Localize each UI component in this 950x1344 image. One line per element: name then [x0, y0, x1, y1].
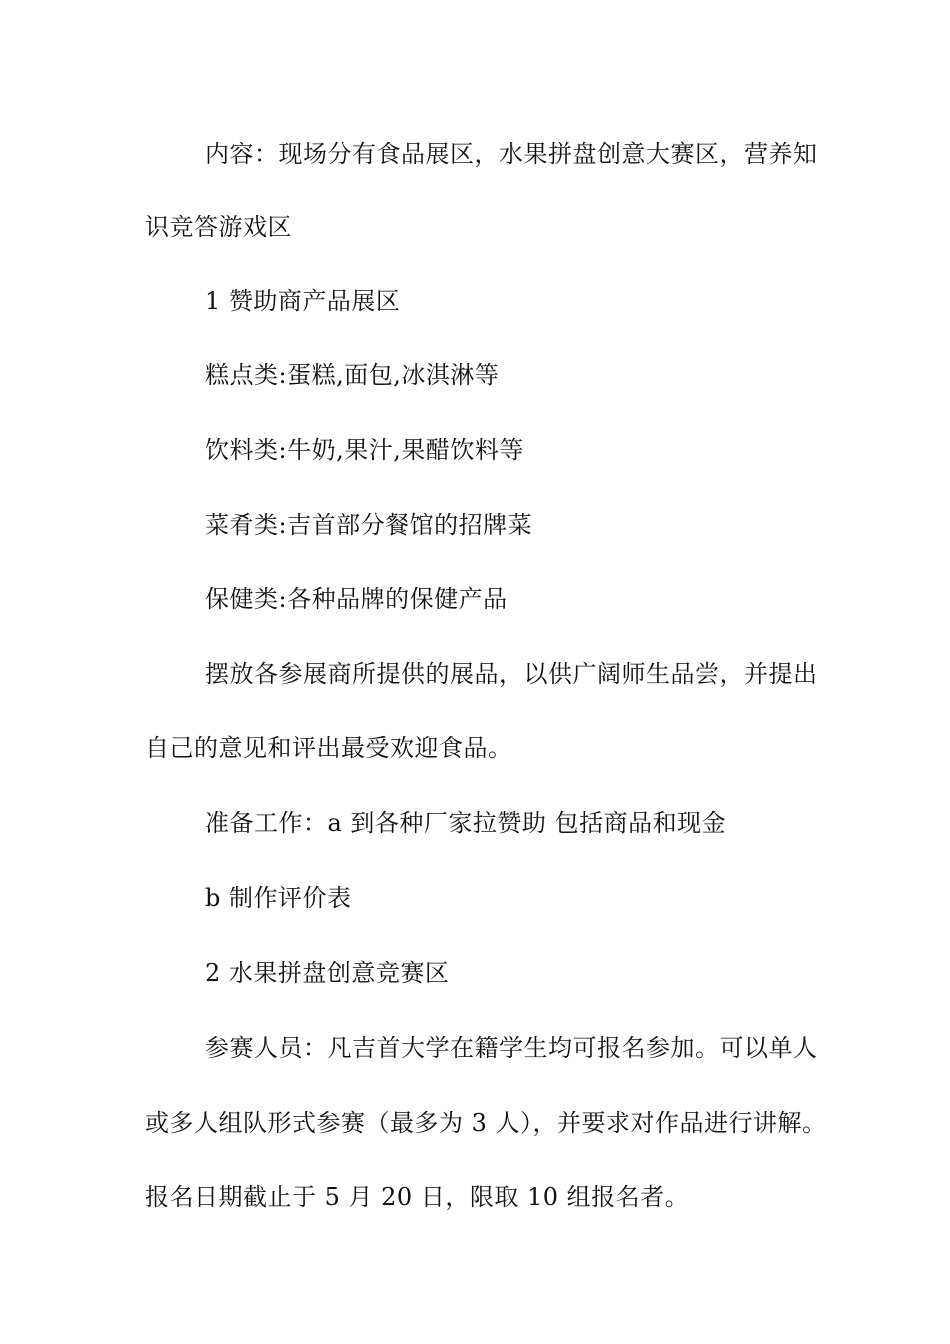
paragraph-display-line-1: 摆放各参展商所提供的展品，以供广阔师生品尝，并提出 — [205, 660, 818, 688]
paragraph-content-line-1: 内容：现场分有食品展区，水果拼盘创意大赛区，营养知 — [205, 140, 818, 168]
list-item-beverage: 饮料类:牛奶,果汁,果醋饮料等 — [205, 436, 524, 464]
paragraph-content-line-2: 识竞答游戏区 — [145, 213, 292, 241]
list-item-pastry: 糕点类:蛋糕,面包,冰淇淋等 — [205, 361, 500, 389]
paragraph-participants-line-2: 或多人组队形式参赛（最多为 3 人），并要求对作品进行讲解。 — [145, 1109, 827, 1137]
paragraph-preparation: 准备工作：a 到各种厂家拉赞助 包括商品和现金 — [205, 809, 727, 837]
section-heading-sponsor-area: 1 赞助商产品展区 — [205, 287, 401, 315]
paragraph-evaluation-form: b 制作评价表 — [205, 884, 352, 912]
paragraph-registration-deadline: 报名日期截止于 5 月 20 日，限取 10 组报名者。 — [145, 1183, 690, 1211]
list-item-dishes: 菜肴类:吉首部分餐馆的招牌菜 — [205, 511, 533, 539]
paragraph-display-line-2: 自己的意见和评出最受欢迎食品。 — [145, 734, 513, 762]
list-item-health: 保健类:各种品牌的保健产品 — [205, 585, 508, 613]
paragraph-participants-line-1: 参赛人员：凡吉首大学在籍学生均可报名参加。可以单人 — [205, 1034, 818, 1062]
section-heading-fruit-platter: 2 水果拼盘创意竞赛区 — [205, 959, 450, 987]
